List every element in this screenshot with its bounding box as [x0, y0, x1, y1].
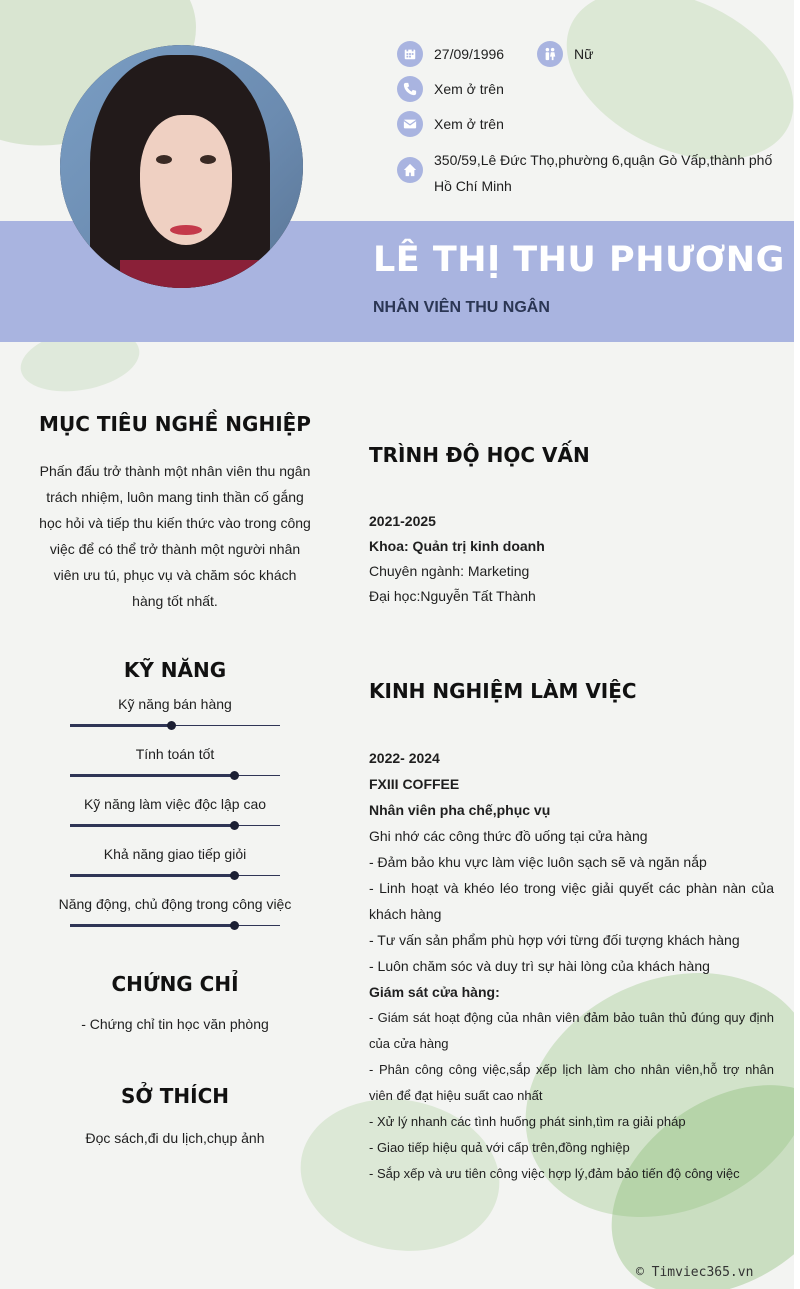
skill-label: Kỹ năng bán hàng [118, 696, 232, 712]
hobbies-title: SỞ THÍCH [120, 1084, 230, 1108]
skill-level-dot [230, 771, 239, 780]
duty-item: - Tư vấn sản phẩm phù hợp với từng đối tượng khách hàng [369, 932, 740, 948]
supervisor-duty-item: - Xử lý nhanh các tình huống phát sinh,tìm ra giải pháp [369, 1114, 686, 1129]
contact-email [397, 111, 504, 137]
experience-title: KINH NGHIỆM LÀM VIỆC [369, 679, 637, 703]
supervisor-title: Giám sát cửa hàng: [369, 984, 500, 1000]
skill-bar [70, 820, 280, 832]
experience-period: 2022- 2024 [369, 750, 440, 766]
supervisor-duty-item: - Giám sát hoạt động của nhân viên đảm bảo tuân thủ đúng quy định của cửa hàng [369, 1010, 774, 1051]
contact-phone [397, 76, 504, 102]
skill-item [30, 844, 320, 882]
skill-level-dot [167, 721, 176, 730]
certificates-title: CHỨNG CHỈ [111, 972, 239, 996]
education-period: 2021-2025 [369, 513, 436, 529]
gender-icon [537, 41, 563, 67]
objective-title: MỤC TIÊU NGHỀ NGHIỆP [39, 412, 311, 436]
skill-bar [70, 770, 280, 782]
duty-item: Ghi nhớ các công thức đồ uống tại cửa hàng [369, 828, 648, 844]
contact-gender [537, 41, 593, 67]
skill-level-dot [230, 871, 239, 880]
education-entry [369, 509, 774, 609]
hobbies-text: Đọc sách,đi du lịch,chụp ảnh [85, 1130, 265, 1146]
watermark: © Timviec365.vn [636, 1265, 754, 1280]
job-title: NHÂN VIÊN THU NGÂN [373, 299, 550, 316]
contact-address [397, 147, 789, 199]
objective-text: Phấn đấu trở thành một nhân viên thu ngân trách nhiệm, luôn mang tinh thần cố gắng học hỏi và tiếp thu kiến thức vào trong công việc để có thể trở thành một người nhân viên ưu tú, phục vụ và chăm sóc khách hàng tốt nhất. [39, 463, 311, 609]
skill-level-dot [230, 921, 239, 930]
experience-company: FXIII COFFEE [369, 776, 460, 792]
duty-item: - Đảm bảo khu vực làm việc luôn sạch sẽ và ngăn nắp [369, 854, 707, 870]
profile-photo [60, 45, 303, 288]
candidate-name: LÊ THỊ THU PHƯƠNG [373, 240, 785, 280]
supervisor-duty-item: - Giao tiếp hiệu quả với cấp trên,đồng nghiệp [369, 1140, 630, 1155]
duty-item: - Linh hoạt và khéo léo trong việc giải quyết các phàn nàn của khách hàng [369, 880, 774, 922]
experience-role: Nhân viên pha chế,phục vụ [369, 802, 551, 818]
skill-level-dot [230, 821, 239, 830]
skill-label: Kỹ năng làm việc độc lập cao [83, 796, 267, 812]
skills-list [30, 694, 320, 932]
supervisor-duty-item: - Phân công công việc,sắp xếp lịch làm cho nhân viên,hỗ trợ nhân viên để đạt hiệu suất cao nhất [369, 1062, 774, 1103]
gender-value: Nữ [574, 46, 594, 62]
skills-title: KỸ NĂNG [123, 658, 227, 682]
address-value: 350/59,Lê Đức Thọ,phường 6,quận Gò Vấp,thành phố Hồ Chí Minh [434, 152, 773, 194]
email-value: Xem ở trên [434, 116, 504, 132]
skill-bar [70, 920, 280, 932]
experience-entry [369, 745, 774, 1187]
supervisor-duty-item: - Sắp xếp và ưu tiên công việc hợp lý,đảm bảo tiến độ công việc [369, 1166, 740, 1181]
right-column [369, 443, 774, 1187]
envelope-icon [397, 111, 423, 137]
skill-label: Tính toán tốt [135, 746, 215, 762]
education-faculty: Khoa: Quản trị kinh doanh [369, 538, 545, 554]
skill-bar [70, 720, 280, 732]
education-title: TRÌNH ĐỘ HỌC VẤN [369, 443, 590, 467]
certificate-item: - Chứng chỉ tin học văn phòng [81, 1016, 269, 1032]
duty-item: - Luôn chăm sóc và duy trì sự hài lòng của khách hàng [369, 958, 710, 974]
education-school: Đại học:Nguyễn Tất Thành [369, 588, 536, 604]
skill-item [30, 744, 320, 782]
left-column [30, 412, 320, 1146]
skill-item [30, 894, 320, 932]
contact-dob [397, 41, 504, 67]
skill-item [30, 694, 320, 732]
dob-value: 27/09/1996 [434, 46, 505, 62]
phone-value: Xem ở trên [434, 81, 504, 97]
skill-item [30, 794, 320, 832]
skill-bar [70, 870, 280, 882]
education-major: Chuyên ngành: Marketing [369, 563, 530, 579]
skill-label: Khả năng giao tiếp giỏi [103, 846, 247, 862]
calendar-icon [397, 41, 423, 67]
home-icon [397, 157, 423, 183]
phone-icon [397, 76, 423, 102]
skill-label: Năng động, chủ động trong công việc [58, 896, 292, 912]
